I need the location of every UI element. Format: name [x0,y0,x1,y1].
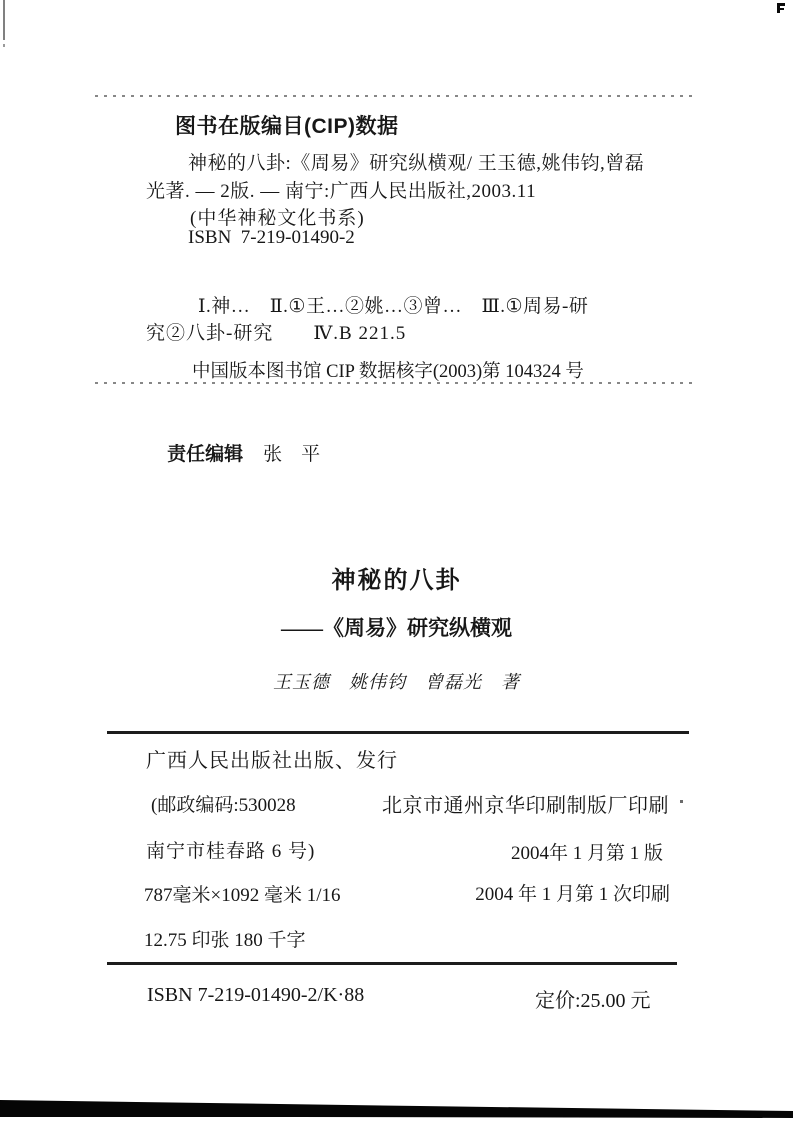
publisher-address: 南宁市桂春路 6 号) [146,841,316,862]
sheets-line: 12.75 印张 180 千字 [144,930,306,951]
postal-code: (邮政编码:530028 [151,795,296,816]
book-subtitle: ——《周易》研究纵横观 [281,616,512,640]
book-authors: 王玉德 姚伟钧 曾磊光 著 [273,672,520,692]
responsible-editor-row [146,417,320,488]
scan-artifact-left-edge-line [3,0,5,40]
responsible-editor-label: 责任编辑 [167,444,244,465]
publisher-line: 广西人民出版社出版、发行 [146,750,398,772]
responsible-editor-name: 张 平 [263,444,321,465]
cip-header: 图书在版编目(CIP)数据 [175,115,399,138]
printer-line: 北京市通州京华印刷制版厂印刷 [382,795,669,817]
cip-record-number: 中国版本图书馆 CIP 数据核字(2003)第 104324 号 [192,362,584,382]
cip-box-top-dashed-border [95,95,698,97]
cip-description-line1: 神秘的八卦:《周易》研究纵横观/ 王玉德,姚伟钧,曾磊 [188,153,645,174]
edition-line: 2004年 1 月第 1 版 [510,843,663,864]
footer-isbn: ISBN 7-219-01490-2/K·88 [147,984,365,1006]
footer-rule [107,962,677,965]
cip-classification-line2: 究②八卦-研究 Ⅳ.B 221.5 [146,323,407,344]
publication-top-rule [107,731,689,734]
scan-artifact-speck [680,800,683,803]
scan-artifact-left-speck [3,44,5,47]
format-line: 787毫米×1092 毫米 1/16 [144,885,341,906]
book-title: 神秘的八卦 [331,567,462,594]
cip-isbn: ISBN 7-219-01490-2 [188,227,355,248]
cip-series-name: (中华神秘文化书系) [190,208,365,229]
scan-artifact-top-right-mark [777,3,786,13]
footer-price: 定价:25.00 元 [535,990,651,1012]
cip-classification-line1: Ⅰ.神… Ⅱ.①王…②姚…③曾… Ⅲ.①周易-研 [198,296,589,317]
printing-line: 2004 年 1 月第 1 次印刷 [475,884,670,905]
cip-box-bottom-dashed-border [95,382,698,384]
cip-description-line2: 光著. — 2版. — 南宁:广西人民出版社,2003.11 [146,181,537,202]
